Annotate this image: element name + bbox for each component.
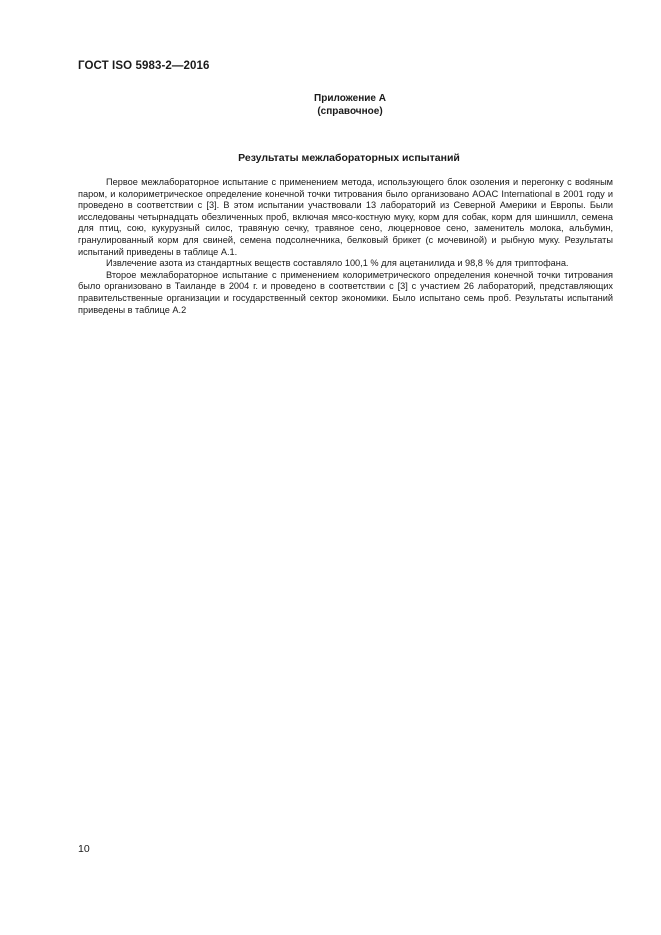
section-title: Результаты межлабораторных испытаний: [238, 152, 460, 164]
appendix-title: Приложение А: [314, 93, 386, 104]
paragraph: Первое межлабораторное испытание с применением метода, использующего блок озоления и перегонку с воdяным паром, и колориметрическое определение конечной точки титрования было организовано AOAC International в 2001 году и проведено в соответствии с [3]. В этом испытании участвовали 13 лабораторий из Северной Америки и Европы. Были исследованы четырнадцать обезличенных проб, включая мясо-костную муку, корм для собак, корм для шиншилл, семена для птиц, сою, кукурузный силос, травяную сечку, травяное сено, люцерновое сено, заменитель молока, альбумин, гранулированный корм для свиней, семена подсолнечника, белковый брикет (с мочевиной) и рыбную муку. Результаты испытаний приведены в таблице А.1.: [78, 177, 613, 257]
paragraph: Второе межлабораторное испытание с применением колориметрического определения конечной точки титрования было организовано в Таиланде в 2004 г. и проведено в соответствии с [3] с участием 26 лабораторий, представляющих правительственные организации и государственный сектор экономики. Было испытано семь проб. Результаты испытаний приведены в таблице А.2: [78, 269, 613, 315]
paragraph: Извлечение азота из стандартных веществ составляло 100,1 % для ацетанилида и 98,8 % для триптофана.: [106, 258, 569, 269]
appendix-subtitle: (справочное): [317, 106, 383, 117]
body-text: [78, 177, 613, 316]
page-number: 10: [78, 843, 90, 855]
appendix-heading: [290, 92, 410, 118]
document-standard-code: ГОСТ ISO 5983-2—2016: [78, 60, 210, 72]
